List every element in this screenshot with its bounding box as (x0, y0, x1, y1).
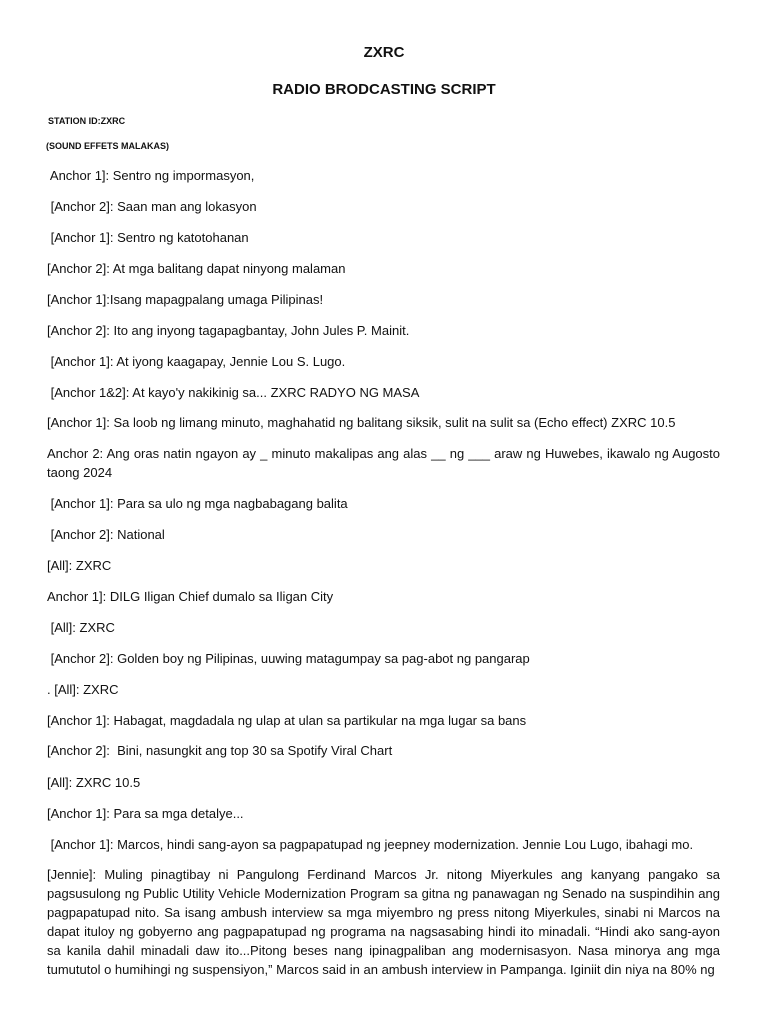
sound-effects-note: (SOUND EFFETS MALAKAS) (46, 141, 169, 151)
script-line: [Anchor 1]: Para sa mga detalye... (47, 806, 244, 821)
script-line: [All]: ZXRC 10.5 (47, 775, 141, 790)
script-line: [All]: ZXRC (47, 558, 112, 573)
script-line: [Anchor 1]: Marcos, hindi sang-ayon sa pagpapatupad ng jeepney modernization. Jennie Lou Lugo, ibahagi mo. (47, 837, 694, 852)
script-line: [Anchor 2]: Ito ang inyong tagapagbantay, John Jules P. Mainit. (47, 323, 410, 338)
script-line: [Anchor 1]: Habagat, magdadala ng ulap at ulan sa partikular na mga lugar sa bans (47, 713, 527, 728)
script-line: [Anchor 1&2]: At kayo'y nakikinig sa... ZXRC RADYO NG MASA (47, 385, 420, 400)
script-line: [Anchor 1]: Sa loob ng limang minuto, maghahatid ng balitang siksik, sulit na sulit sa (Echo effect) ZXRC 10.5 (47, 415, 676, 430)
script-line: [Anchor 1]: Sentro ng katotohanan (47, 230, 249, 245)
script-line: . [All]: ZXRC (47, 682, 119, 697)
script-line: [Anchor 1]: Para sa ulo ng mga nagbabagang balita (47, 496, 348, 511)
script-line: [Anchor 1]: At iyong kaagapay, Jennie Lou S. Lugo. (47, 354, 346, 369)
script-line: [Anchor 2]: Golden boy ng Pilipinas, uuwing matagumpay sa pag-abot ng pangarap (47, 651, 530, 666)
script-line: [Anchor 2]: At mga balitang dapat ninyong malaman (47, 261, 346, 276)
time-paragraph: Anchor 2: Ang oras natin ngayon ay _ minuto makalipas ang alas __ ng ___ araw ng Huwebes, ikawalo ng Augosto taong 2024 (47, 446, 720, 480)
station-title: ZXRC (363, 44, 405, 61)
script-line: Anchor 1]: Sentro ng impormasyon, (47, 168, 255, 183)
jennie-paragraph: [Jennie]: Muling pinagtibay ni Pangulong Ferdinand Marcos Jr. nitong Miyerkules ang kanyang pangako sa pagsusulong ng Public Utility Vehicle Modernization Program sa gitna ng panawagan ng Senado na suspindihin ang pagpapatupad nito. Sa isang ambush interview sa mga miyembro ng press nitong Miyerkules, sinabi ni Marcos na dapat ituloy ng gobyerno ang pagpapatupad ng programa na nagsasabing hindi ito minadali. “Hindi ako sang-ayon sa kanila dahil minadali daw ito...Pitong beses nang ipinagpaliban ang modernisasyon. Nasa minorya ang mga tumututol o humihingi ng suspensiyon,” Marcos said in an ambush interview in Pampanga. Iginiit din niya na 80% ng (47, 867, 720, 977)
script-line: [All]: ZXRC (47, 620, 115, 635)
script-line: [Anchor 1]:Isang mapagpalang umaga Pilipinas! (47, 292, 324, 307)
script-line: Anchor 1]: DILG Iligan Chief dumalo sa Iligan City (47, 589, 334, 604)
script-line: [Anchor 2]: Saan man ang lokasyon (47, 199, 257, 214)
station-id: STATION ID:ZXRC (48, 116, 126, 126)
script-line: [Anchor 2]: Bini, nasungkit ang top 30 sa Spotify Viral Chart (47, 743, 393, 758)
script-line: [Anchor 2]: National (47, 527, 165, 542)
script-title: RADIO BRODCASTING SCRIPT (272, 81, 496, 98)
